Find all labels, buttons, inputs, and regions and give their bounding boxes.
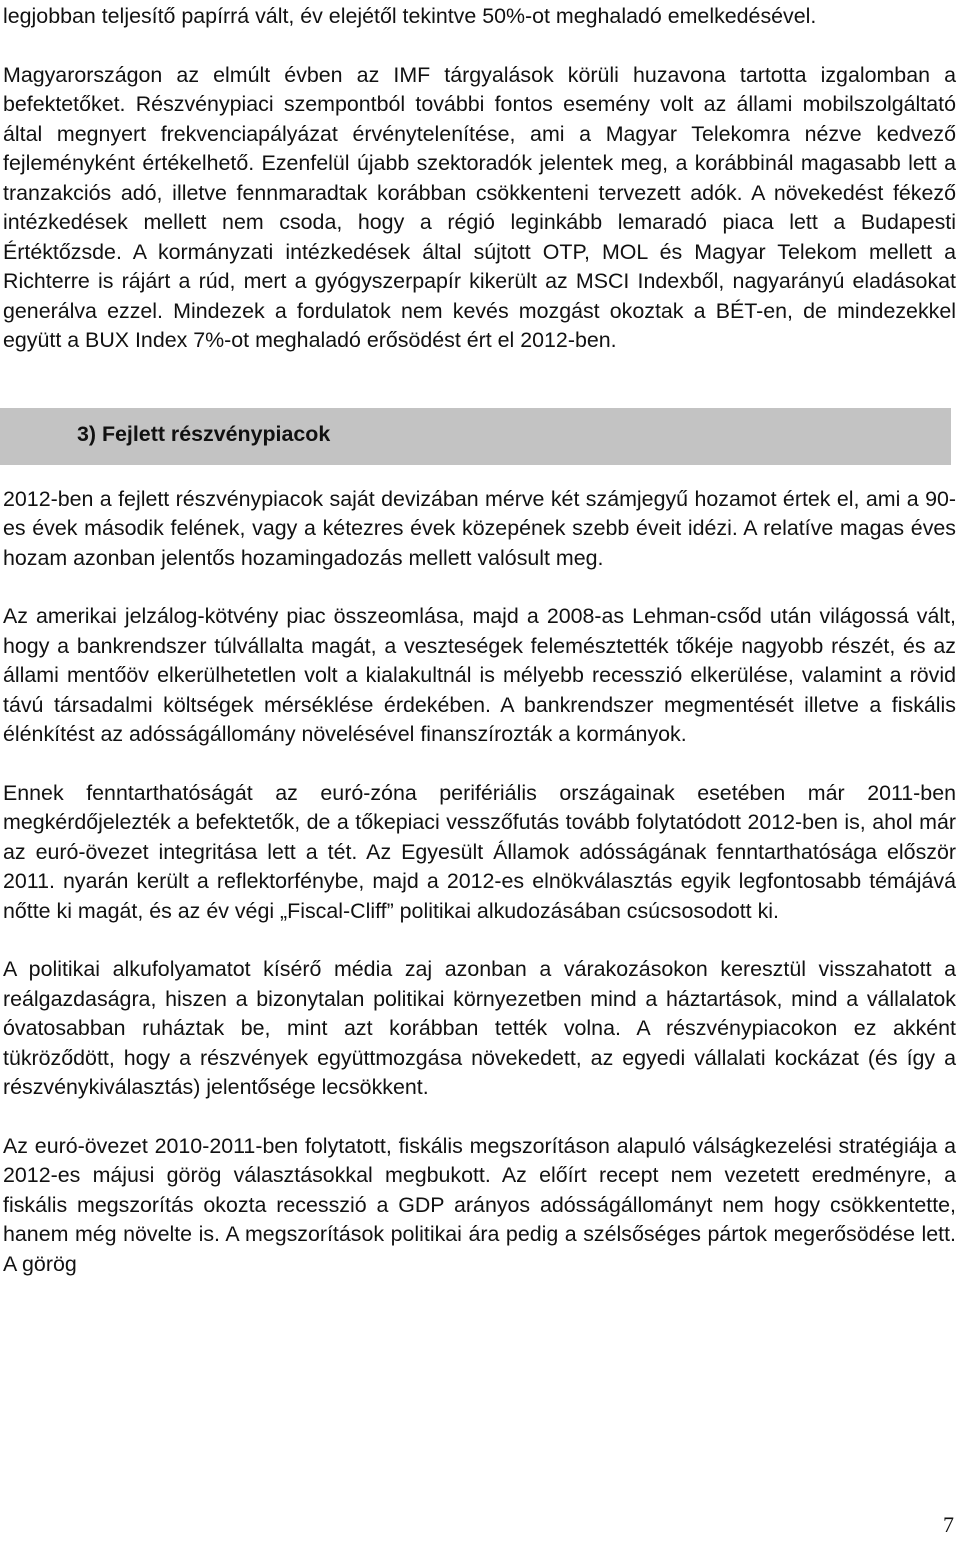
- section-title: 3) Fejlett részvénypiacok: [77, 421, 331, 446]
- page-number: 7: [943, 1512, 954, 1537]
- paragraph-political-noise: A politikai alkufolyamatot kísérő média zaj azonban a várakozásokon keresztül visszahatott a reálgazdaságra, hiszen a bizonytalan politikai környezetben mind a háztartások, mind a vállalatok óvatosabban ruháztak be, mint azt korábban tették volna. A részvénypiacokon ez akként tükröződött, hogy a részvények együttmozgása növekedett, az egyedi vállalati kockázat (és így a részvénykiválasztás) jelentősége lecsökkent.: [3, 957, 956, 1099]
- paragraph-hungary-market: Magyarországon az elmúlt évben az IMF tárgyalások körüli huzavona tartotta izgalomban a befektetőket. Részvénypiaci szempontból további fontos esemény volt az állami mobilszolgáltató által megnyert frekvenciapályázat érvénytelenítése, ami a Magyar Telekomra nézve kedvező fejleményként értékelhető. Ezenfelül újabb szektoradók jelentek meg, a korábbinál magasabb lett a tranzakciós adó, illetve fennmaradtak korábban csökkenteni tervezett adók. A növekedést fékező intézkedések mellett nem csoda, hogy a régió leginkább lemaradó piaca lett a Budapesti Értéktőzsde. A kormányzati intézkedések által sújtott OTP, MOL és Magyar Telekom mellett a Richterre is rájárt a rúd, mert a gyógyszerpapír kikerült az MSCI Indexből, nagyarányú eladásokat generálva ezzel. Mindezek a fordulatok nem kevés mozgást okoztak a BÉT-en, de mindezekkel együtt a BUX Index 7%-ot meghaladó erősödést ért el 2012-ben.: [3, 62, 956, 352]
- paragraph-intro-tail: legjobban teljesítő papírrá vált, év elejétől tekintve 50%-ot meghaladó emelkedésével.: [3, 4, 817, 28]
- paragraph-austerity: Az euró-övezet 2010-2011-ben folytatott, fiskális megszorításon alapuló válságkezelési stratégiája a 2012-es májusi görög választásokkal megbukott. Az előírt recept nem vezetett eredményre, a fiskális megszorítás okozta recesszió a GDP arányos adósságállományt nem hogy csökkentette, hanem még növelte is. A megszorítások politikai ára pedig a szélsőséges pártok megerősödése lett. A görög: [3, 1133, 956, 1276]
- paragraph-developed-returns: 2012-ben a fejlett részvénypiacok saját devizában mérve két számjegyű hozamot értek el, ami a 90-es évek második felének, vagy a kétezres évek közepének szebb éveit idézi. A relatíve magas éves hozam azonban jelentős hozamingadozás mellett valósult meg.: [3, 486, 956, 570]
- paragraph-debt-sustainability: Ennek fenntarthatóságát az euró-zóna perifériális országainak esetében már 2011-ben megkérdőjelezték a befektetők, de a tőkepiaci vesszőfutás tovább folytatódott 2012-ben is, ahol már az euró-övezet integritása lett a tét. Az Egyesült Államok adósságának fenntarthatósága először 2011. nyarán került a reflektorfénybe, majd a 2012-es elnökválasztás egyik legfontosabb témájává nőtte ki magát, és az év végi „Fiscal-Cliff” politikai alkudozásában csúcsosodott ki.: [3, 780, 956, 923]
- section-heading-bar: [0, 408, 951, 465]
- paragraph-mortgage-crisis: Az amerikai jelzálog-kötvény piac összeomlása, majd a 2008-as Lehman-csőd után világossá vált, hogy a bankrendszer túlvállalta magát, a veszteségek felemésztették tőkéje nagyobb részét, és az állami mentőöv elkerülhetetlen volt a kialakultnál is mélyebb recesszió elkerülése, valamint a rövid távú társadalmi költségek mérséklése érdekében. A bankrendszer megmentését illetve a fiskális élénkítést az adósságállomány növelésével finanszírozták a kormányok.: [3, 604, 956, 746]
- document-page: [3, 0, 956, 1279]
